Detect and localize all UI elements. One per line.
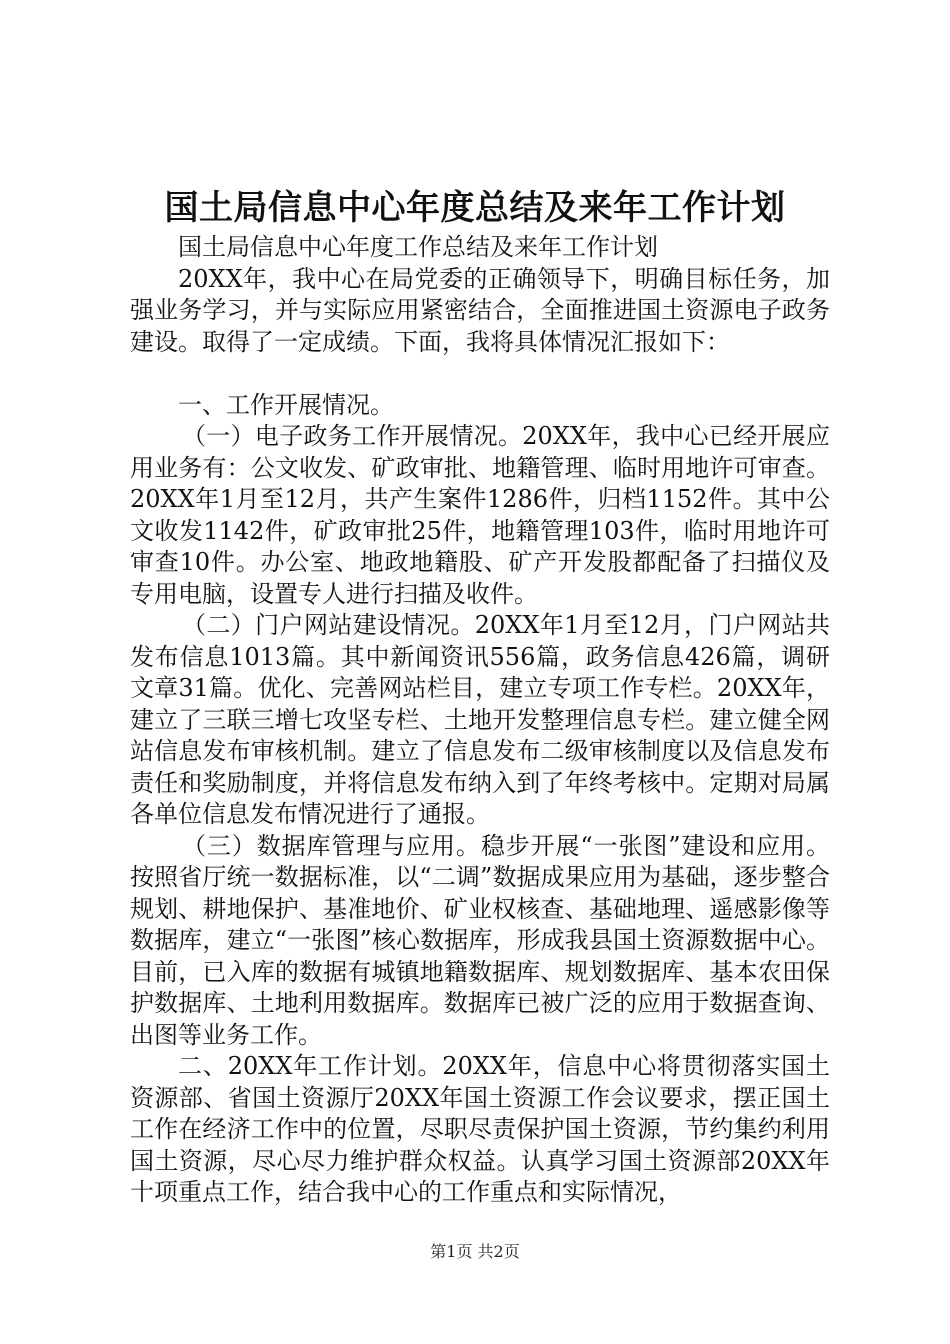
document-subtitle: 国土局信息中心年度工作总结及来年工作计划 <box>178 233 658 261</box>
document-title: 国土局信息中心年度总结及来年工作计划 <box>164 188 786 228</box>
paragraph-database-management: （三）数据库管理与应用。稳步开展“一张图”建设和应用。按照省厅统一数据标准，以“二调”数据成果应用为基础，逐步整合规划、耕地保护、基准地价、矿业权核查、基础地理、遥感影像等数据库，建立“一张图”核心数据库，形成我县国土资源数据中心。目前，已入库的数据有城镇地籍数据库、规划数据库、基本农田保护数据库、土地利用数据库。数据库已被广泛的应用于数据查询、出图等业务工作。 <box>130 831 830 1049</box>
paragraph-e-government: （一）电子政务工作开展情况。20XX年，我中心已经开展应用业务有：公文收发、矿政审批、地籍管理、临时用地许可审查。20XX年1月至12月，共产生案件1286件，归档1152件。其中公文收发1142件，矿政审批25件，地籍管理103件，临时用地许可审查10件。办公室、地政地籍股、矿产开发股都配备了扫描仪及专用电脑，设置专人进行扫描及收件。 <box>130 422 830 608</box>
page-footer: 第1页 共2页 <box>430 1242 520 1261</box>
document-body <box>130 232 830 1209</box>
intro-paragraph: 20XX年，我中心在局党委的正确领导下，明确目标任务，加强业务学习，并与实际应用紧密结合，全面推进国土资源电子政务建设。取得了一定成绩。下面，我将具体情况汇报如下： <box>130 264 830 356</box>
section-heading-work-status: 一、工作开展情况。 <box>178 390 394 419</box>
paragraph-portal-website: （二）门户网站建设情况。20XX年1月至12月，门户网站共发布信息1013篇。其中新闻资讯556篇，政务信息426篇，调研文章31篇。优化、完善网站栏目，建立专项工作专栏。20XX年，建立了三联三增七攻坚专栏、土地开发整理信息专栏。建立健全网站信息发布审核机制。建立了信息发布二级审核制度以及信息发布责任和奖励制度，并将信息发布纳入到了年终考核中。定期对局属各单位信息发布情况进行了通报。 <box>130 611 830 828</box>
paragraph-work-plan: 二、20XX年工作计划。20XX年，信息中心将贯彻落实国土资源部、省国土资源厅20XX年国土资源工作会议要求，摆正国土工作在经济工作中的位置，尽职尽责保护国土资源，节约集约利用国土资源，尽心尽力维护群众权益。认真学习国土资源部20XX年十项重点工作，结合我中心的工作重点和实际情况， <box>130 1052 830 1206</box>
